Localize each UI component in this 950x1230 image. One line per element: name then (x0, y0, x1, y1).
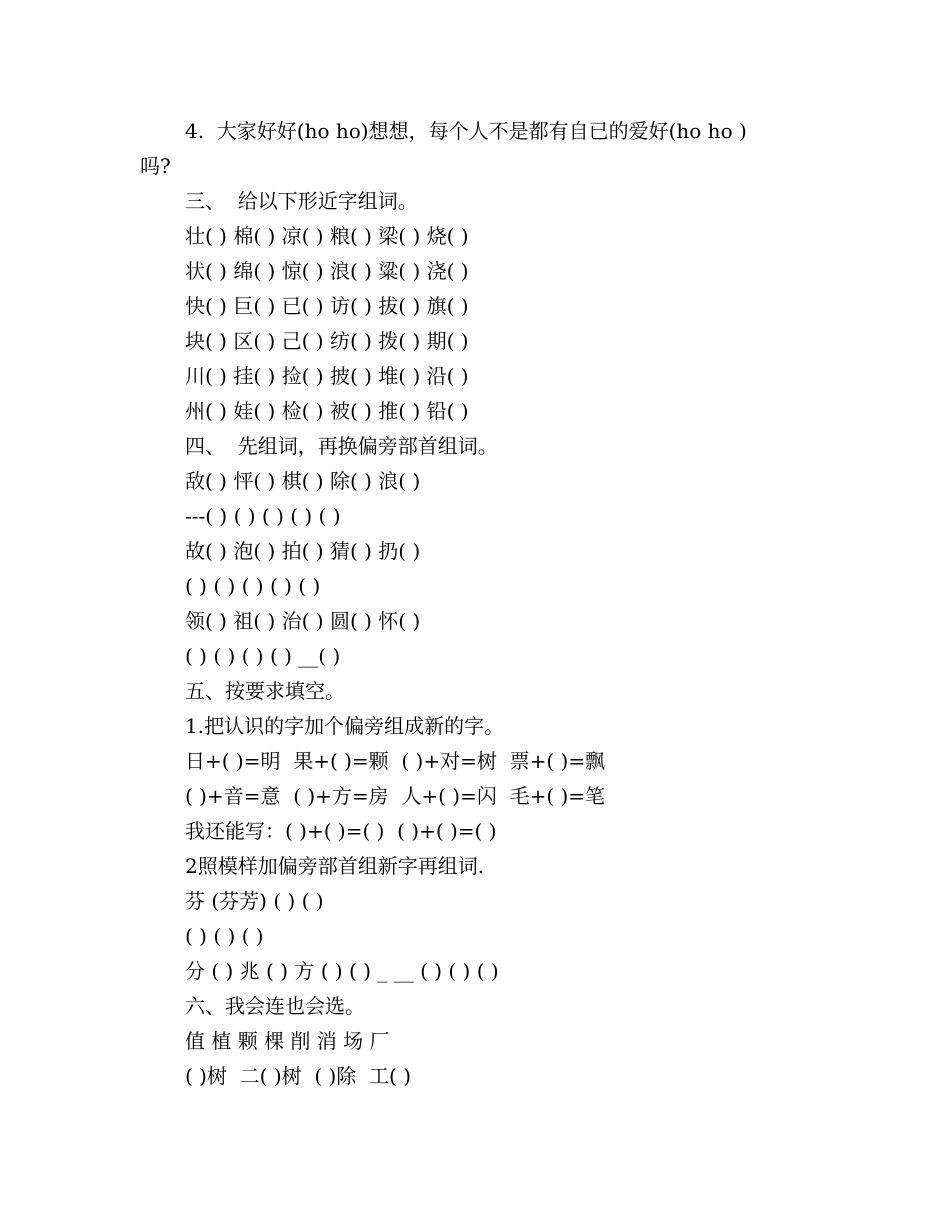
question-4-line: 4. 大家好好(ho ho)想想，每个人不是都有自已的爱好(ho ho ) (185, 119, 747, 143)
exercise-row: ( )树 二( )树 ( )除 工( ) (185, 1064, 411, 1088)
exercise-row: 我还能写：( )+( )=( ) ( )+( )=( ) (185, 819, 497, 843)
exercise-row: 日+( )=明 果+( )=颗 ( )+对=树 票+( )=飘 (185, 749, 606, 773)
exercise-row: 川( ) 挂( ) 捡( ) 披( ) 堆( ) 沿( ) (185, 364, 469, 388)
exercise-row: ( ) ( ) ( ) (185, 924, 264, 948)
exercise-row: ---( ) ( ) ( ) ( ) ( ) (185, 504, 341, 528)
exercise-row: 状( ) 绵( ) 惊( ) 浪( ) 粱( ) 浇( ) (185, 259, 469, 283)
exercise-row: 块( ) 区( ) 己( ) 纺( ) 拨( ) 期( ) (185, 329, 469, 353)
exercise-row: 敌( ) 怦( ) 棋( ) 除( ) 浪( ) (185, 469, 421, 493)
exercise-row: ( ) ( ) ( ) ( ) ( ) (185, 574, 321, 598)
subquestion-2: 2照模样加偏旁部首组新字再组词. (185, 854, 485, 878)
subquestion-1: 1.把认识的字加个偏旁组成新的字。 (185, 714, 505, 738)
exercise-row: 州( ) 娃( ) 检( ) 被( ) 推( ) 铅( ) (185, 399, 469, 423)
exercise-row: 芬 (芬芳) ( ) ( ) (185, 889, 324, 913)
exercise-row: 故( ) 泡( ) 拍( ) 猜( ) 扔( ) (185, 539, 421, 563)
question-4-continuation: 吗? (140, 154, 171, 178)
exercise-row: 领( ) 祖( ) 治( ) 圆( ) 怀( ) (185, 609, 421, 633)
section-5-heading: 五、按要求填空。 (185, 679, 345, 703)
exercise-row: 壮( ) 棉( ) 凉( ) 粮( ) 梁( ) 烧( ) (185, 224, 469, 248)
exercise-row: 分 ( ) 兆 ( ) 方 ( ) ( ) _ __ ( ) ( ) ( ) (185, 959, 499, 983)
section-4-heading: 四、 先组词，再换偏旁部首组词。 (185, 434, 498, 458)
section-3-heading: 三、 给以下形近字组词。 (185, 189, 418, 213)
exercise-row: 快( ) 巨( ) 已( ) 访( ) 拔( ) 旗( ) (185, 294, 469, 318)
section-6-heading: 六、我会连也会选。 (185, 994, 365, 1018)
character-choices: 值 植 颗 棵 削 消 场 厂 (185, 1029, 390, 1053)
exercise-row: ( )+音=意 ( )+方=房 人+( )=闪 毛+( )=笔 (185, 784, 606, 808)
exercise-row: ( ) ( ) ( ) ( ) __( ) (185, 644, 341, 668)
